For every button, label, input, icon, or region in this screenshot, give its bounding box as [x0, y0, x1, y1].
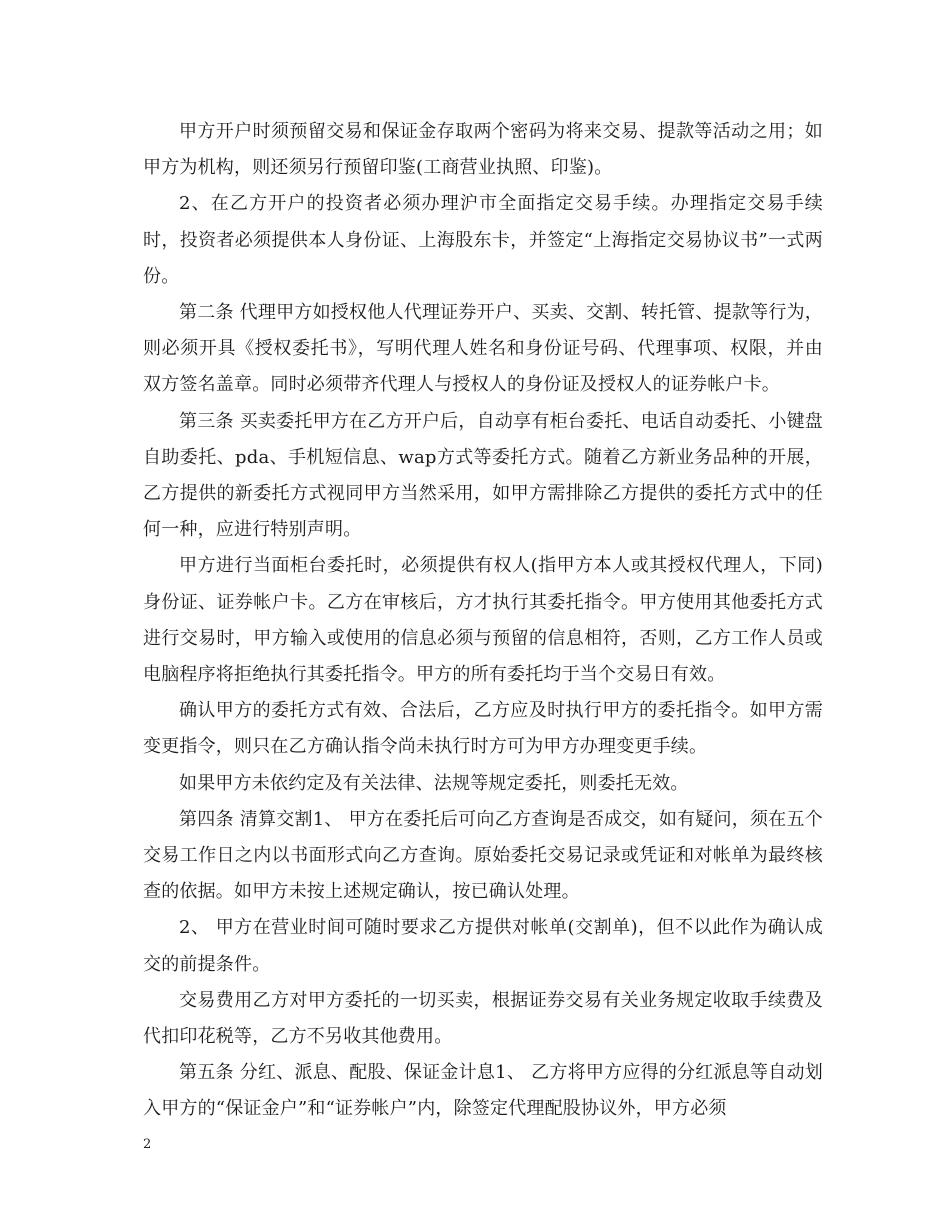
paragraph: 第四条 清算交割1、 甲方在委托后可向乙方查询是否成交，如有疑问，须在五个交易工作日之内以书面形式向乙方查询。原始委托交易记录或凭证和对帐单为最终核查的依据。如甲方未按上述规定确认，按已确认处理。 [143, 808, 823, 903]
paragraph: 第二条 代理甲方如授权他人代理证券开户、买卖、交割、转托管、提款等行为，则必须开具《授权委托书》，写明代理人姓名和身份证号码、代理事项、权限，并由双方签名盖章。同时必须带齐代理人与授权人的身份证及授权人的证券帐户卡。 [143, 302, 823, 396]
paragraph: 甲方进行当面柜台委托时，必须提供有权人(指甲方本人或其授权代理人，下同)身份证、证券帐户卡。乙方在审核后，方才执行其委托指令。甲方使用其他委托方式进行交易时，甲方输入或使用的信息必须与预留的信息相符，否则，乙方工作人员或电脑程序将拒绝执行其委托指令。甲方的所有委托均于当个交易日有效。 [143, 555, 823, 686]
paragraph: 确认甲方的委托方式有效、合法后，乙方应及时执行甲方的委托指令。如甲方需变更指令，则只在乙方确认指令尚未执行时方可为甲方办理变更手续。 [143, 700, 823, 758]
paragraph: 第三条 买卖委托甲方在乙方开户后，自动享有柜台委托、电话自动委托、小键盘自助委托、pda、手机短信息、wap方式等委托方式。随着乙方新业务品种的开展，乙方提供的新委托方式视同甲方当然采用，如甲方需排除乙方提供的委托方式中的任何一种，应进行特别声明。 [143, 410, 823, 541]
paragraph: 甲方开户时须预留交易和保证金存取两个密码为将来交易、提款等活动之用；如甲方为机构，则还须另行预留印鉴(工商营业执照、印鉴)。 [143, 121, 823, 179]
page-number: 2 [143, 1137, 152, 1152]
document-body [143, 114, 823, 1128]
paragraph: 第五条 分红、派息、配股、保证金计息1、 乙方将甲方应得的分红派息等自动划入甲方的“保证金户”和“证券帐户”内，除签定代理配股协议外，甲方必须 [143, 1062, 823, 1120]
paragraph: 交易费用乙方对甲方委托的一切买卖，根据证券交易有关业务规定收取手续费及代扣印花税等，乙方不另收其他费用。 [143, 989, 823, 1048]
paragraph: 2、 甲方在营业时间可随时要求乙方提供对帐单(交割单)，但不以此作为确认成交的前提条件。 [143, 917, 823, 975]
paragraph: 2、在乙方开户的投资者必须办理沪市全面指定交易手续。办理指定交易手续时，投资者必须提供本人身份证、上海股东卡，并签定“上海指定交易协议书”一式两份。 [143, 193, 823, 287]
paragraph: 如果甲方未依约定及有关法律、法规等规定委托，则委托无效。 [179, 772, 689, 794]
